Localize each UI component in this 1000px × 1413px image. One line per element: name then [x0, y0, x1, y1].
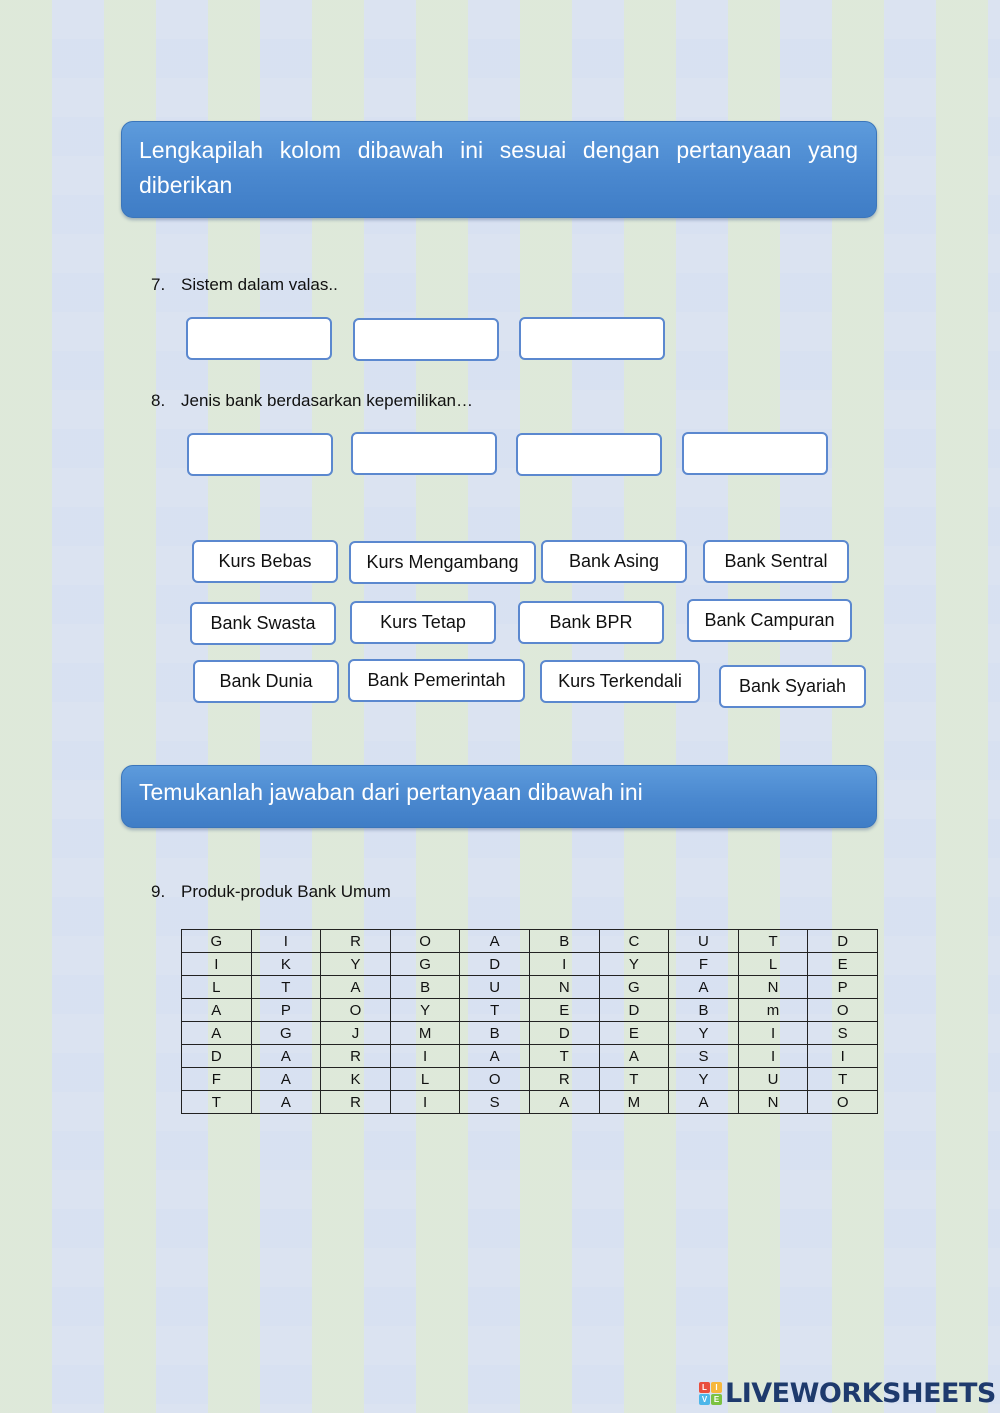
instruction-text-1: Lengkapilah kolom dibawah ini sesuai dengan pertanyaan yang diberikan: [139, 137, 858, 198]
option-chip[interactable]: Bank BPR: [518, 601, 664, 644]
question-7-number: 7.: [151, 275, 166, 294]
grid-cell[interactable]: O: [321, 999, 391, 1022]
grid-cell[interactable]: D: [529, 1022, 599, 1045]
question-8-text: Jenis bank berdasarkan kepemilikan…: [181, 391, 473, 410]
logo-letter: I: [711, 1382, 722, 1393]
grid-cell[interactable]: Y: [321, 953, 391, 976]
grid-cell[interactable]: I: [182, 953, 252, 976]
grid-cell[interactable]: T: [808, 1068, 878, 1091]
grid-cell[interactable]: B: [460, 1022, 530, 1045]
grid-cell[interactable]: I: [738, 1045, 808, 1068]
grid-cell[interactable]: G: [251, 1022, 321, 1045]
grid-cell[interactable]: U: [460, 976, 530, 999]
grid-cell[interactable]: I: [390, 1045, 460, 1068]
grid-cell[interactable]: E: [529, 999, 599, 1022]
grid-cell[interactable]: P: [251, 999, 321, 1022]
grid-cell[interactable]: J: [321, 1022, 391, 1045]
q7-answer-box-1[interactable]: [186, 317, 332, 360]
grid-cell[interactable]: A: [460, 930, 530, 953]
grid-row: [182, 1022, 878, 1045]
grid-cell[interactable]: R: [321, 930, 391, 953]
grid-cell[interactable]: D: [808, 930, 878, 953]
grid-row: [182, 976, 878, 999]
grid-cell[interactable]: A: [321, 976, 391, 999]
logo-letter: L: [699, 1382, 710, 1393]
grid-cell[interactable]: Y: [669, 1022, 739, 1045]
q7-answer-box-2[interactable]: [353, 318, 499, 361]
q8-answer-box-3[interactable]: [516, 433, 662, 476]
option-chip[interactable]: Kurs Terkendali: [540, 660, 700, 703]
grid-cell[interactable]: D: [599, 999, 669, 1022]
grid-cell[interactable]: T: [599, 1068, 669, 1091]
grid-cell[interactable]: I: [808, 1045, 878, 1068]
grid-cell[interactable]: R: [321, 1045, 391, 1068]
grid-cell[interactable]: U: [738, 1068, 808, 1091]
grid-cell[interactable]: F: [182, 1068, 252, 1091]
liveworksheets-logo: [699, 1378, 996, 1408]
grid-cell[interactable]: N: [738, 1091, 808, 1114]
grid-cell[interactable]: B: [669, 999, 739, 1022]
grid-cell[interactable]: A: [251, 1091, 321, 1114]
grid-cell[interactable]: A: [529, 1091, 599, 1114]
grid-cell[interactable]: O: [808, 1091, 878, 1114]
grid-cell[interactable]: L: [182, 976, 252, 999]
grid-cell[interactable]: O: [390, 930, 460, 953]
instruction-banner-1: [121, 121, 877, 218]
grid-cell[interactable]: D: [460, 953, 530, 976]
option-chip[interactable]: Bank Campuran: [687, 599, 852, 642]
grid-cell[interactable]: L: [738, 953, 808, 976]
grid-row: [182, 999, 878, 1022]
grid-cell[interactable]: T: [529, 1045, 599, 1068]
grid-row: [182, 930, 878, 953]
option-chip[interactable]: Kurs Bebas: [192, 540, 338, 583]
grid-cell[interactable]: T: [182, 1091, 252, 1114]
grid-cell[interactable]: R: [529, 1068, 599, 1091]
grid-cell[interactable]: A: [251, 1045, 321, 1068]
grid-cell[interactable]: B: [529, 930, 599, 953]
q8-answer-box-4[interactable]: [682, 432, 828, 475]
question-8-number: 8.: [151, 391, 166, 410]
grid-cell[interactable]: S: [669, 1045, 739, 1068]
option-chip[interactable]: Bank Sentral: [703, 540, 849, 583]
grid-cell[interactable]: G: [599, 976, 669, 999]
grid-cell[interactable]: K: [321, 1068, 391, 1091]
grid-cell[interactable]: Y: [669, 1068, 739, 1091]
option-chip[interactable]: Bank Asing: [541, 540, 687, 583]
logo-letter: E: [711, 1394, 722, 1405]
grid-cell[interactable]: E: [808, 953, 878, 976]
grid-cell[interactable]: A: [182, 999, 252, 1022]
grid-cell[interactable]: A: [182, 1022, 252, 1045]
grid-cell[interactable]: A: [460, 1045, 530, 1068]
logo-mark-icon: [699, 1382, 722, 1405]
grid-cell[interactable]: C: [599, 930, 669, 953]
grid-cell[interactable]: M: [599, 1091, 669, 1114]
grid-cell[interactable]: B: [390, 976, 460, 999]
grid-cell[interactable]: K: [251, 953, 321, 976]
grid-cell[interactable]: P: [808, 976, 878, 999]
grid-cell[interactable]: R: [321, 1091, 391, 1114]
option-chip[interactable]: Bank Pemerintah: [348, 659, 525, 702]
grid-cell[interactable]: A: [669, 1091, 739, 1114]
grid-cell[interactable]: N: [529, 976, 599, 999]
option-chip[interactable]: Kurs Mengambang: [349, 541, 536, 584]
grid-cell[interactable]: G: [182, 930, 252, 953]
grid-cell[interactable]: G: [390, 953, 460, 976]
grid-cell[interactable]: S: [808, 1022, 878, 1045]
option-chip[interactable]: Bank Swasta: [190, 602, 336, 645]
q8-answer-box-1[interactable]: [187, 433, 333, 476]
grid-cell[interactable]: A: [251, 1068, 321, 1091]
grid-cell[interactable]: T: [738, 930, 808, 953]
grid-cell[interactable]: O: [460, 1068, 530, 1091]
logo-letter: V: [699, 1394, 710, 1405]
grid-cell[interactable]: I: [390, 1091, 460, 1114]
grid-cell[interactable]: S: [460, 1091, 530, 1114]
grid-cell[interactable]: U: [669, 930, 739, 953]
instruction-banner-2: [121, 765, 877, 828]
grid-cell[interactable]: M: [390, 1022, 460, 1045]
grid-cell[interactable]: Y: [599, 953, 669, 976]
grid-cell[interactable]: N: [738, 976, 808, 999]
q7-answer-box-3[interactable]: [519, 317, 665, 360]
question-9-number: 9.: [151, 882, 166, 901]
grid-cell[interactable]: T: [460, 999, 530, 1022]
grid-cell[interactable]: E: [599, 1022, 669, 1045]
grid-cell[interactable]: T: [251, 976, 321, 999]
q8-answer-box-2[interactable]: [351, 432, 497, 475]
grid-cell[interactable]: O: [808, 999, 878, 1022]
grid-cell[interactable]: I: [738, 1022, 808, 1045]
grid-cell[interactable]: I: [529, 953, 599, 976]
word-search-grid[interactable]: [181, 929, 878, 1114]
grid-cell[interactable]: Y: [390, 999, 460, 1022]
question-9-text: Produk-produk Bank Umum: [181, 882, 391, 901]
grid-cell[interactable]: A: [669, 976, 739, 999]
grid-cell[interactable]: m: [738, 999, 808, 1022]
grid-cell[interactable]: I: [251, 930, 321, 953]
grid-row: [182, 1045, 878, 1068]
option-chip[interactable]: Bank Dunia: [193, 660, 339, 703]
instruction-text-2: Temukanlah jawaban dari pertanyaan dibawah ini: [139, 779, 643, 805]
grid-cell[interactable]: A: [599, 1045, 669, 1068]
grid-row: [182, 1068, 878, 1091]
grid-row: [182, 953, 878, 976]
grid-cell[interactable]: D: [182, 1045, 252, 1068]
grid-cell[interactable]: F: [669, 953, 739, 976]
question-7-text: Sistem dalam valas..: [181, 275, 338, 294]
grid-row: [182, 1091, 878, 1114]
option-chip[interactable]: Bank Syariah: [719, 665, 866, 708]
option-chip[interactable]: Kurs Tetap: [350, 601, 496, 644]
grid-cell[interactable]: L: [390, 1068, 460, 1091]
logo-text: LIVEWORKSHEETS: [725, 1377, 996, 1409]
